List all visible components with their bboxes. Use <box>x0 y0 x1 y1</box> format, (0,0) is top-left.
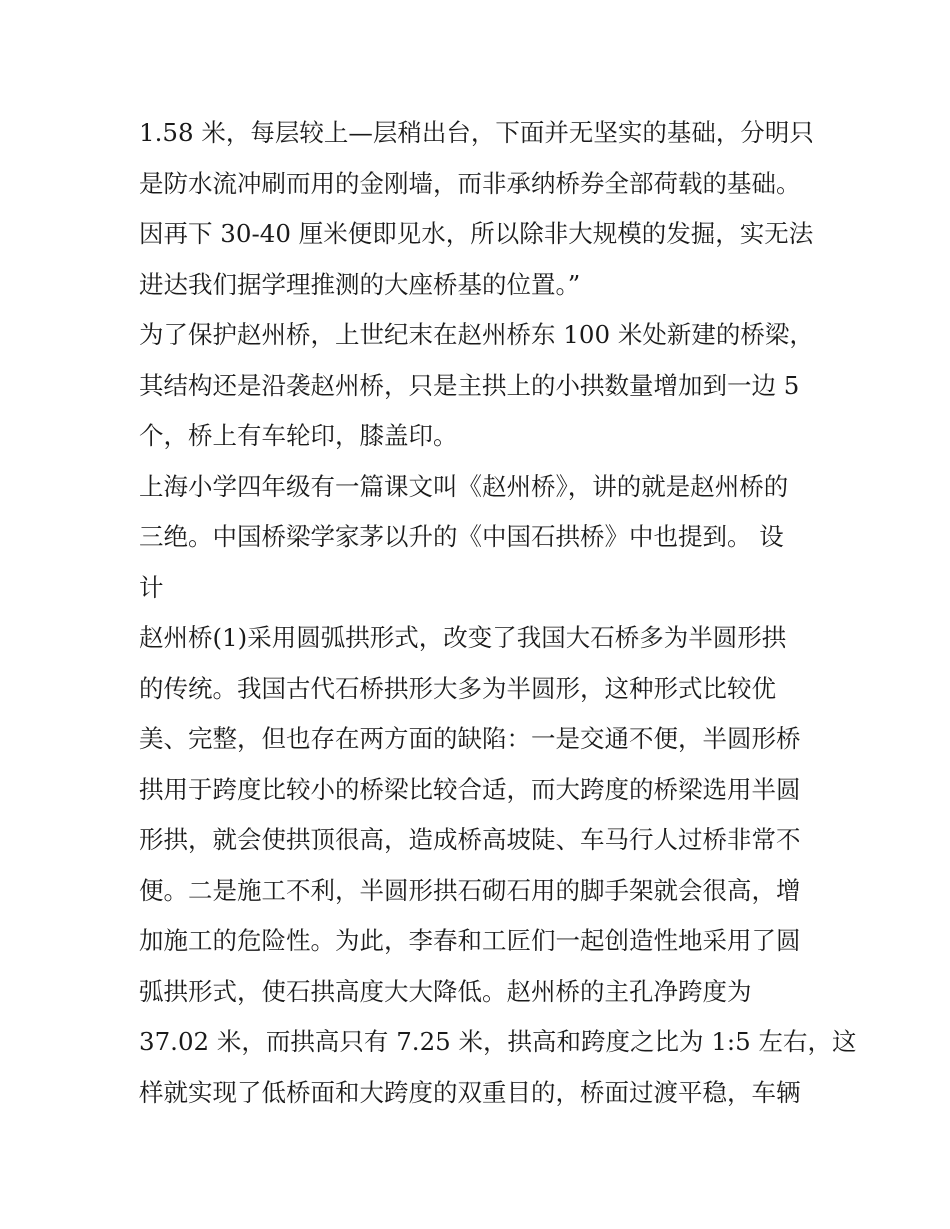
text-line: 便。二是施工不利，半圆形拱石砌石用的脚手架就会很高，增 <box>139 875 801 905</box>
text-line: 美、完整，但也存在两方面的缺陷：一是交通不便，半圆形桥 <box>139 724 801 753</box>
text-line: 弧拱形式，使石拱高度大大降低。赵州桥的主孔净跨度为 <box>139 976 752 1006</box>
text-line: 的传统。我国古代石桥拱形大多为半圆形，这种形式比较优 <box>139 673 776 703</box>
text-line: 个，桥上有车轮印，膝盖印。 <box>139 421 458 450</box>
text-line: 赵州桥(1)采用圆弧拱形式，改变了我国大石桥多为半圆形拱 <box>139 623 787 652</box>
text-line: 其结构还是沿袭赵州桥，只是主拱上的小拱数量增加到一边 5 <box>139 370 800 400</box>
text-line: 加施工的危险性。为此，李春和工匠们一起创造性地采用了圆 <box>139 926 801 955</box>
text-line: 形拱，就会使拱顶很高，造成桥高坡陡、车马行人过桥非常不 <box>139 825 801 854</box>
text-line: 1.58 米，每层较上—层稍出台，下面并无坚实的基础，分明只 <box>139 118 814 147</box>
text-line: 37.02 米，而拱高只有 7.25 米，拱高和跨度之比为 1:5 左右，这 <box>139 1027 857 1056</box>
text-line: 为了保护赵州桥，上世纪末在赵州桥东 100 米处新建的桥梁， <box>139 320 814 349</box>
text-line: 是防水流冲刷而用的金刚墙，而非承纳桥券全部荷载的基础。 <box>139 168 801 198</box>
text-line: 上海小学四年级有一篇课文叫《赵州桥》，讲的就是赵州桥的 <box>139 471 789 501</box>
text-line: 样就实现了低桥面和大跨度的双重目的，桥面过渡平稳，车辆 <box>139 1077 801 1107</box>
text-line: 计 <box>139 572 164 602</box>
text-line: 拱用于跨度比较小的桥梁比较合适，而大跨度的桥梁选用半圆 <box>139 774 801 804</box>
text-line: 进达我们据学理推测的大座桥基的位置。” <box>139 269 581 299</box>
body-text <box>139 108 857 1118</box>
text-line: 因再下 30-40 厘米便即见水，所以除非大规模的发掘，实无法 <box>139 219 814 248</box>
text-line: 三绝。中国桥梁学家茅以升的《中国石拱桥》中也提到。 设 <box>139 522 784 551</box>
